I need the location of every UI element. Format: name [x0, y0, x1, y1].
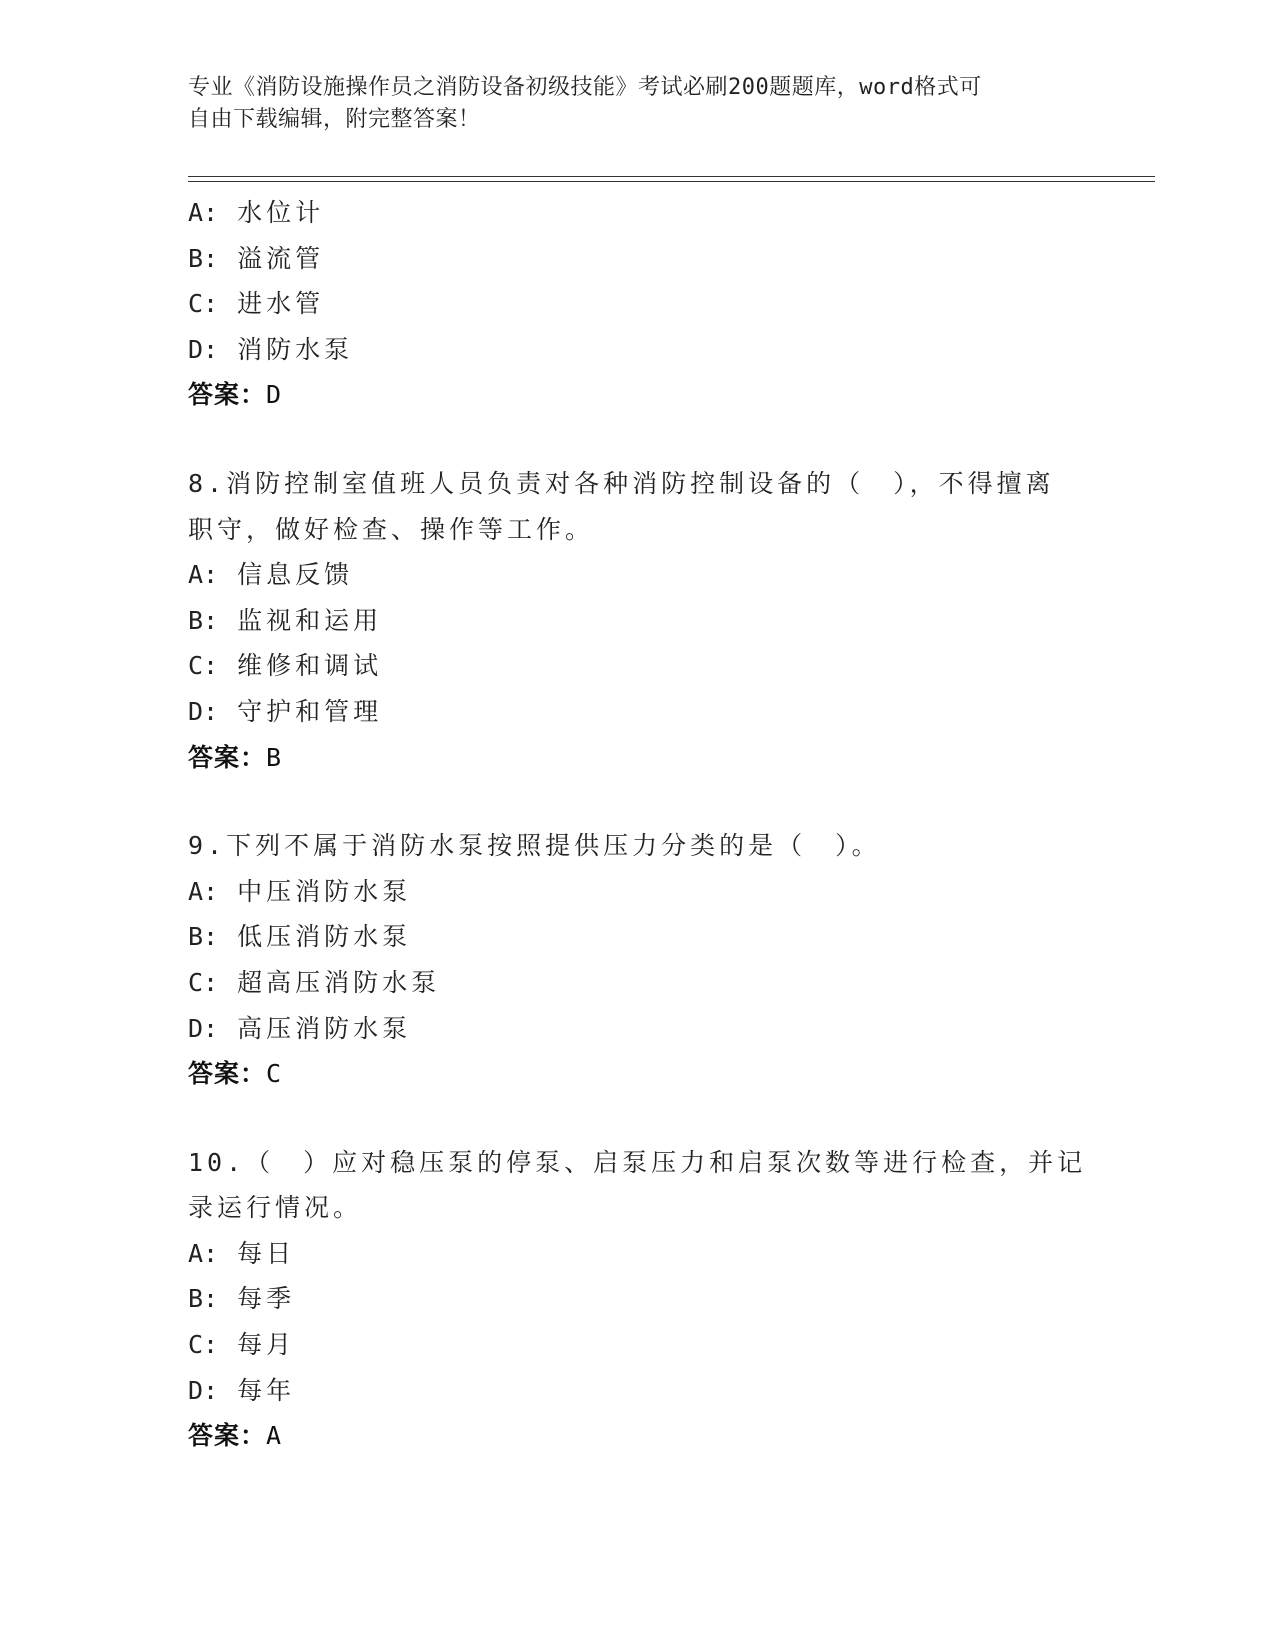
option-a: A: 水位计 — [188, 198, 325, 227]
header-line-2: 自由下载编辑，附完整答案！ — [188, 107, 481, 132]
option-c: C: 超高压消防水泵 — [188, 967, 441, 997]
answer-line: 答案：A — [188, 1421, 282, 1451]
option-c: C: 进水管 — [188, 289, 325, 319]
option-d: D: 消防水泵 — [188, 334, 354, 364]
answer-line: 答案：D — [188, 380, 282, 410]
question-list — [188, 190, 1088, 1459]
option-b: B: 每季 — [188, 1284, 296, 1314]
header-line-1: 专业《消防设施操作员之消防设备初级技能》考试必刷200题题库，word格式可 — [188, 75, 982, 100]
answer-value: B — [266, 742, 282, 772]
answer-value: C — [266, 1059, 282, 1089]
option-c: C: 每月 — [188, 1330, 296, 1360]
answer-value: D — [266, 380, 282, 410]
option-c: C: 维修和调试 — [188, 651, 383, 681]
question-stem: 10.（ ）应对稳压泵的停泵、启泵压力和启泵次数等进行检查，并记 — [188, 1147, 1087, 1177]
question-stem-continued: 录运行情况。 — [188, 1193, 363, 1223]
option-d: D: 守护和管理 — [188, 696, 383, 726]
option-a: A: 每日 — [188, 1238, 296, 1268]
question-8-block — [188, 461, 1088, 780]
question-stem: 9.下列不属于消防水泵按照提供压力分类的是（ ）。 — [188, 831, 881, 861]
question-stem: 8.消防控制室值班人员负责对各种消防控制设备的（ ），不得擅离 — [188, 468, 1055, 498]
answer-line: 答案：C — [188, 1059, 282, 1089]
option-a: A: 中压消防水泵 — [188, 876, 412, 906]
answer-line: 答案：B — [188, 742, 282, 772]
option-b: B: 溢流管 — [188, 243, 325, 273]
answer-value: A — [266, 1421, 282, 1451]
question-7-block — [188, 190, 1088, 418]
option-d: D: 每年 — [188, 1375, 296, 1405]
document-header — [188, 72, 1068, 136]
question-stem-continued: 职守，做好检查、操作等工作。 — [188, 514, 595, 544]
question-9-block — [188, 823, 1088, 1097]
header-divider-bottom — [188, 181, 1155, 182]
option-b: B: 低压消防水泵 — [188, 922, 412, 952]
option-d: D: 高压消防水泵 — [188, 1013, 412, 1043]
option-a: A: 信息反馈 — [188, 560, 354, 590]
header-divider-top — [188, 176, 1155, 177]
question-10-block — [188, 1140, 1088, 1459]
option-b: B: 监视和运用 — [188, 605, 383, 635]
